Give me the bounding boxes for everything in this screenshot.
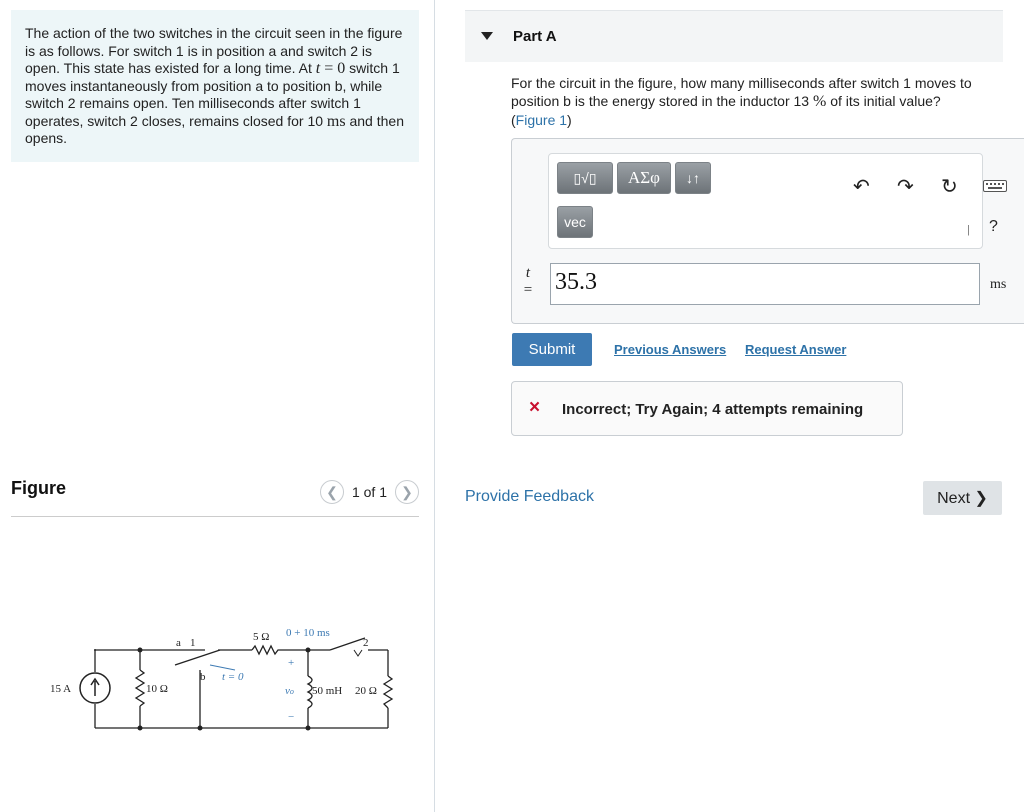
vo-var: v — [285, 685, 290, 697]
figure-link[interactable]: Figure 1 — [515, 112, 568, 128]
problem-statement — [11, 10, 419, 162]
pager-text: 1 of 1 — [351, 484, 387, 500]
switch-2-label: 2 — [363, 637, 369, 649]
error-x-icon: × — [529, 397, 541, 418]
keyboard-icon[interactable] — [983, 180, 1007, 192]
answer-label-eq: = — [523, 282, 533, 298]
switch-a-label: a — [176, 637, 181, 649]
circuit-diagram — [40, 620, 410, 740]
answer-label-var: t — [525, 265, 531, 281]
chevron-left-icon[interactable]: ❮ — [320, 480, 344, 504]
percent-sign: % — [812, 93, 827, 110]
question-text-2: of its initial value? — [830, 93, 941, 109]
r1-label: 10 Ω — [146, 683, 168, 695]
source-label: 15 A — [50, 683, 72, 695]
caret-down-icon[interactable] — [481, 32, 493, 40]
figure-title: Figure — [11, 478, 67, 498]
next-button[interactable]: Next ❯ — [923, 481, 1002, 515]
arrows-button[interactable]: ↓↑ — [675, 162, 711, 194]
r2-label: 5 Ω — [253, 631, 270, 643]
unit-ms: ms — [326, 112, 346, 130]
figure-pager — [320, 480, 419, 504]
question-text: For the circuit in the figure, how many milliseconds after switch 1 moves to position b is the energy stored in the inductor 13 % of its initial value? (Figure 1) — [511, 75, 972, 128]
problem-text-2: switch 1 moves instantaneously from position a to position b, while switch 2 remains open. Ten milliseconds after switch 1 operates, switch 2 closes, remains closed for 10 — [25, 60, 400, 129]
minus-sign: − — [288, 711, 295, 723]
plus-sign: + — [288, 657, 295, 669]
templates-button[interactable]: ▯√▯ — [557, 162, 613, 194]
vo-subscript: o — [289, 687, 294, 696]
part-a-label: Part A — [513, 28, 557, 45]
switch2-time-label: 0 + 10 ms — [286, 627, 330, 639]
undo-icon[interactable]: ↶ — [853, 176, 870, 198]
separator-bar: | — [967, 224, 970, 236]
answer-unit: ms — [990, 277, 1007, 292]
submit-button[interactable]: Submit — [512, 333, 592, 366]
column-divider — [434, 0, 435, 812]
help-icon[interactable]: ? — [989, 218, 998, 235]
problem-text-3: and then opens. — [25, 112, 404, 146]
answer-input[interactable]: 35.3 — [550, 263, 980, 305]
request-answer-link[interactable]: Request Answer — [745, 342, 847, 357]
switch-b-label: b — [200, 671, 206, 683]
r3-label: 20 Ω — [355, 685, 377, 697]
time-variable: t — [315, 60, 321, 77]
equals-zero: = 0 — [320, 60, 346, 77]
provide-feedback-link[interactable]: Provide Feedback — [465, 488, 594, 505]
feedback-message — [511, 381, 903, 436]
vec-button[interactable]: vec — [557, 206, 593, 238]
inductor-label: 50 mH — [312, 685, 343, 697]
answer-label — [521, 265, 535, 299]
greek-symbols-button[interactable]: ΑΣφ — [617, 162, 671, 194]
switch-1-label: 1 — [190, 637, 196, 649]
t0-label: t = 0 — [222, 671, 244, 683]
question-text-1: For the circuit in the figure, how many milliseconds after switch 1 moves to position b is the energy stored in the inductor 13 — [511, 75, 972, 109]
feedback-text: Incorrect; Try Again; 4 attempts remaining — [562, 401, 864, 418]
redo-icon[interactable]: ↷ — [897, 176, 914, 198]
reset-icon[interactable]: ↻ — [941, 176, 958, 198]
vo-label — [285, 685, 294, 697]
part-a-header[interactable] — [465, 10, 1003, 62]
chevron-right-icon[interactable]: ❯ — [395, 480, 419, 504]
previous-answers-link[interactable]: Previous Answers — [614, 342, 727, 357]
problem-text-1: The action of the two switches in the circuit seen in the figure is as follows. For switch 1 is in position a and switch 2 is open. This state has existed for a long time. At — [25, 25, 403, 76]
math-toolbar — [548, 153, 998, 249]
answer-area — [511, 138, 1024, 324]
figure-header — [11, 476, 419, 517]
